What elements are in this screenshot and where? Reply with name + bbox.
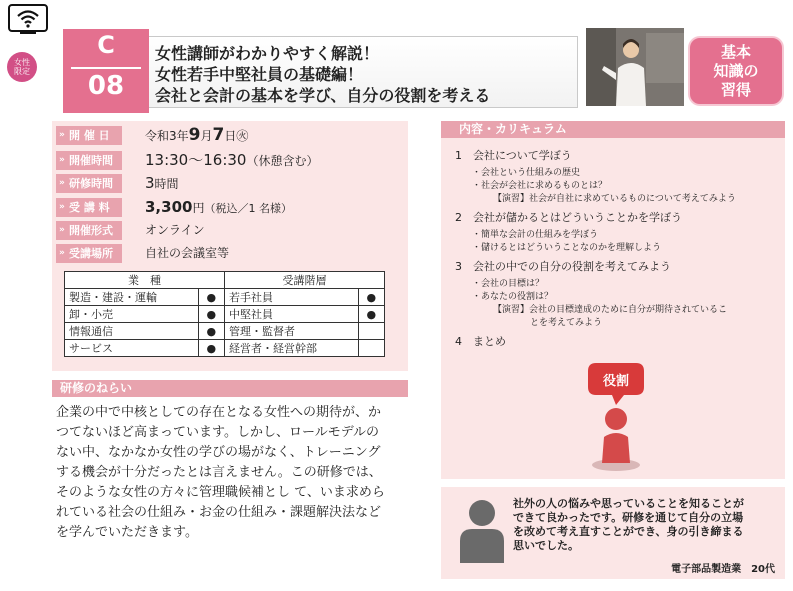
curriculum-item: ・簡単な会計の仕組みを学ぼう xyxy=(472,230,599,240)
date-weekday: ㊋ xyxy=(236,129,249,143)
table-cell: ● xyxy=(358,306,384,323)
nerai-line: する機会が十分だったとは言えません。この研修では、 xyxy=(56,465,382,480)
table-cell: ● xyxy=(198,323,224,340)
nerai-line: 企業の中で中核としての存在となる女性への期待が、か xyxy=(56,405,382,420)
info-label: » 受 講 料 xyxy=(56,198,122,217)
nerai-line: そのような女性の方々に管理職候補とし て、いま求めら xyxy=(56,485,385,500)
nerai-line: つてないほど高まっています。しかし、ロールモデルの xyxy=(56,425,380,440)
target-table xyxy=(64,271,385,357)
title-line-1: 女性講師がわかりやすく解説！ xyxy=(155,44,380,63)
curriculum-item: 1 会社について学ぼう xyxy=(455,149,572,162)
time-note: （休憩含む） xyxy=(246,154,319,168)
course-code xyxy=(63,29,149,113)
nerai-line: を学んでいただきます。 xyxy=(56,525,198,540)
table-row xyxy=(65,289,385,306)
nerai-line: れている社会の仕組み・お金の仕組み・課題解決法など xyxy=(56,505,382,520)
date-month: 9 xyxy=(188,125,201,145)
info-label: » 開催形式 xyxy=(56,221,122,240)
table-cell xyxy=(358,323,384,340)
testimonial-line: を改めて考え直すことができ、身の引き締まる xyxy=(513,525,744,538)
venue-value: 自社の会議室等 xyxy=(145,246,230,260)
curriculum-item: ・儲けるとはどういうことなのかを理解しよう xyxy=(472,243,662,253)
table-header-level: 受講階層 xyxy=(225,272,385,289)
curriculum-item: ・社会が会社に求めるものとは？ xyxy=(472,181,608,191)
duration-unit: 時間 xyxy=(154,177,179,191)
testimonial-panel xyxy=(441,487,785,579)
curriculum-heading-bar xyxy=(441,121,785,138)
table-row xyxy=(65,306,385,323)
title-line-3: 会社と会計の基本を学び、自分の役割を考える xyxy=(155,86,491,105)
testimonial-line: 思いでした。 xyxy=(513,539,579,552)
course-code-number: 08 xyxy=(87,71,125,101)
table-cell: 経営者・経営幹部 xyxy=(225,340,359,357)
table-cell: 製造・建設・運輸 xyxy=(65,289,199,306)
date-day-unit: 日 xyxy=(224,129,237,143)
curriculum-item: ・会社という仕組みの歴史 xyxy=(472,168,581,178)
duration-number: 3 xyxy=(145,174,155,192)
category-badge xyxy=(688,36,784,106)
date-era: 令和3年 xyxy=(145,129,189,143)
person-icon xyxy=(457,497,507,563)
women-only-badge xyxy=(7,52,37,82)
course-code-letter: C xyxy=(97,31,115,59)
fee-value xyxy=(145,198,292,218)
testimonial-author: 電子部品製造業 20代 xyxy=(671,564,775,575)
badge-line-1: 女性 xyxy=(14,58,30,67)
date-day: 7 xyxy=(212,125,225,145)
category-line-2: 知識の xyxy=(713,61,759,80)
table-cell: サービス xyxy=(65,340,199,357)
table-cell xyxy=(358,340,384,357)
fee-amount: 3,300 xyxy=(145,198,193,216)
date-month-unit: 月 xyxy=(200,129,213,143)
testimonial-text xyxy=(513,497,777,553)
table-row xyxy=(65,323,385,340)
badge-line-2: 限定 xyxy=(14,67,30,76)
course-title xyxy=(149,36,578,108)
title-line-2: 女性若手中堅社員の基礎編！ xyxy=(155,65,364,84)
info-label: » 受講場所 xyxy=(56,244,122,263)
time-range: 13:30〜16:30 xyxy=(145,151,247,169)
bubble-label: 役割 xyxy=(602,374,630,389)
curriculum-heading: 内容・カリキュラム xyxy=(459,122,567,136)
table-header-industry: 業 種 xyxy=(65,272,225,289)
curriculum-item: 4 まとめ xyxy=(455,335,506,348)
lecturer-photo xyxy=(586,28,684,106)
category-line-1: 基本 xyxy=(720,42,751,61)
figure-icon xyxy=(566,353,666,475)
curriculum-panel xyxy=(441,121,785,479)
course-code-divider xyxy=(71,67,141,69)
category-line-3: 習得 xyxy=(720,80,751,99)
time-value xyxy=(145,151,318,171)
curriculum-item: ・あなたの役割は？ xyxy=(472,292,554,302)
curriculum-item: 【演習】会社の目標達成のために自分が期待されているこ xyxy=(493,305,728,315)
duration-value xyxy=(145,174,179,194)
curriculum-item: とを考えてみよう xyxy=(530,318,603,328)
curriculum-item: 2 会社が儲かるとはどういうことかを学ぼう xyxy=(455,211,682,224)
format-value: オンライン xyxy=(145,223,205,237)
fee-note: （税込／1 名様） xyxy=(204,202,292,215)
nerai-line: ない中、なかなか女性の学びの場がなく、トレーニング xyxy=(56,445,381,460)
table-cell: ● xyxy=(198,340,224,357)
nerai-heading: 研修のねらい xyxy=(60,381,133,395)
table-cell: 若手社員 xyxy=(225,289,359,306)
table-cell: 中堅社員 xyxy=(225,306,359,323)
nerai-heading-bar xyxy=(52,380,408,397)
nerai-body xyxy=(56,403,412,543)
table-cell: ● xyxy=(198,289,224,306)
table-cell: 卸・小売 xyxy=(65,306,199,323)
curriculum-item: 3 会社の中での自分の役割を考えてみよう xyxy=(455,260,671,273)
table-row xyxy=(65,340,385,357)
fee-unit: 円 xyxy=(192,201,205,215)
table-cell: 管理・監督者 xyxy=(225,323,359,340)
testimonial-line: できて良かったです。研修を通じて自分の立場 xyxy=(513,511,744,524)
info-label: » 研修時間 xyxy=(56,174,122,193)
table-cell: ● xyxy=(198,306,224,323)
course-info-panel xyxy=(52,121,408,371)
curriculum-item: ・会社の目標は？ xyxy=(472,279,545,289)
info-label: » 開 催 日 xyxy=(56,126,122,145)
testimonial-line: 社外の人の悩みや思っていることを知ることが xyxy=(513,497,744,510)
wifi-icon xyxy=(8,4,48,34)
curriculum-item: 【演習】社会が自社に求めているものについて考えてみよう xyxy=(493,194,736,204)
info-label: » 開催時間 xyxy=(56,151,122,170)
table-header-row xyxy=(65,272,385,289)
date-value xyxy=(145,126,248,146)
table-cell: 情報通信 xyxy=(65,323,199,340)
table-cell: ● xyxy=(358,289,384,306)
